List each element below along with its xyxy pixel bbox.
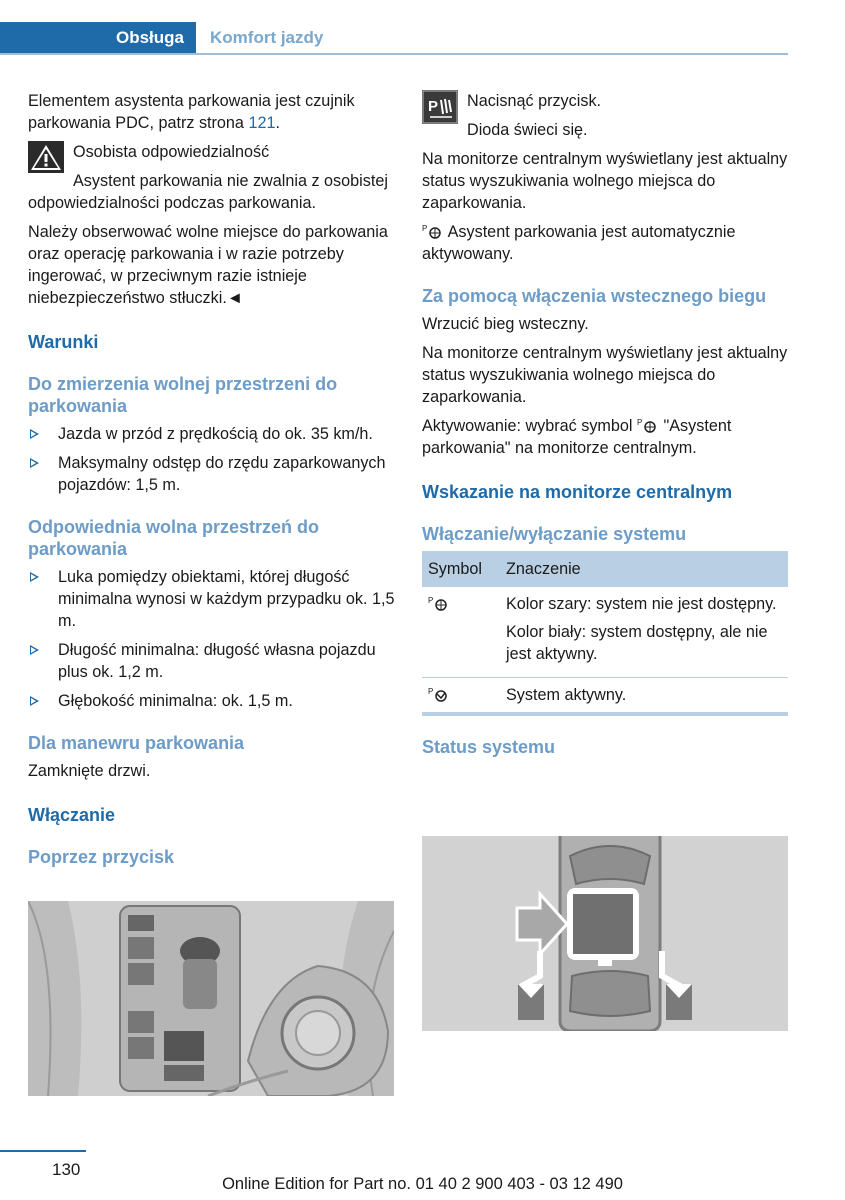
intro-paragraph (28, 90, 396, 134)
svg-text:P: P (422, 224, 428, 233)
edition-text: Online Edition for Part no. 01 40 2 900 403 - 03 12 490 (222, 1175, 623, 1193)
list-item (28, 452, 396, 496)
activate-prefix: Aktywowanie: wybrać symbol (422, 417, 638, 435)
auto-active-text: Asystent parkowania jest automatycznie aktywowany. (422, 223, 736, 263)
page-number: 130 (52, 1160, 81, 1179)
intro-text: Elementem asystenta parkowania jest czujnik parkowania PDC, patrz strona (28, 92, 355, 132)
maneuver-text: Zamknięte drzwi. (28, 762, 151, 780)
parking-assist-active-icon (428, 686, 450, 702)
list-item-text: Jazda w przód z prędkością do ok. 35 km/h. (58, 425, 373, 443)
warning-block (28, 141, 396, 214)
warning-note-text: Należy obserwować wolne miejsce do parkowania oraz operację parkowania i w razie potrzeby ingerować, w przeciwnym razie istnieje niebezpieczeństwo stłuczki. (28, 223, 388, 307)
list-item (28, 690, 396, 712)
activate-suffix: "Asystent parkowania" na monitorze centralnym. (422, 417, 732, 457)
col-symbol-header: Symbol (422, 551, 500, 587)
bullet-triangle-icon (30, 458, 39, 468)
list-item-text: Luka pomiędzy obiektami, której długość minimalna wynosi w każdym przypadku ok. 1,5 m. (58, 568, 395, 630)
auto-active-paragraph (422, 221, 790, 265)
parking-assist-button-icon (422, 90, 458, 124)
list-item-text: Maksymalny odstęp do rzędu zaparkowanych pojazdów: 1,5 m. (58, 454, 386, 494)
table-header-row (422, 551, 788, 587)
header-divider (0, 53, 788, 55)
parking-assist-inactive-icon (428, 595, 450, 611)
bullet-triangle-icon (30, 572, 39, 582)
heading-conditions: Warunki (28, 332, 99, 352)
intro-end: . (275, 114, 280, 132)
svg-text:P: P (428, 98, 439, 115)
warning-icon (28, 141, 64, 173)
meaning-white: Kolor biały: system dostępny, ale nie jest aktywny. (506, 623, 768, 663)
heading-activation: Włączanie (28, 805, 116, 825)
heading-measure: Do zmierzenia wolnej przestrzeni do parkowania (28, 374, 338, 416)
press-button-text: Nacisnąć przycisk. (467, 92, 602, 110)
chapter-title: Komfort jazdy (210, 28, 324, 47)
heading-display: Wskazanie na monitorze centralnym (422, 482, 733, 502)
heading-button: Poprzez przycisk (28, 847, 175, 867)
reverse-text: Wrzucić bieg wsteczny. (422, 315, 589, 333)
monitor-status-text-2: Na monitorze centralnym wyświetlany jest aktualny status wyszukiwania wolnego miejsca do zaparkowania. (422, 344, 788, 406)
heading-space: Odpowiednia wolna przestrzeń do parkowania (28, 517, 320, 559)
meaning-cell: System aktywny. (500, 678, 788, 715)
page-header (0, 0, 845, 56)
meaning-cell (500, 587, 788, 678)
heading-reverse: Za pomocą włączenia wstecznego biegu (422, 286, 767, 306)
right-column (422, 90, 790, 764)
symbol-cell (422, 587, 500, 678)
table-row (422, 587, 788, 678)
left-column (28, 90, 396, 874)
heading-onoff: Włączanie/wyłączanie systemu (422, 524, 687, 544)
footer-divider (0, 1150, 86, 1152)
table-row (422, 678, 788, 715)
bullet-triangle-icon (30, 429, 39, 439)
measure-list (28, 423, 396, 496)
heading-maneuver: Dla manewru parkowania (28, 733, 245, 753)
bullet-triangle-icon (30, 645, 39, 655)
warning-note (28, 221, 396, 309)
list-item (28, 639, 396, 683)
page-link[interactable]: 121 (248, 114, 276, 132)
parking-assist-icon (422, 223, 444, 239)
section-tab: Obsługa (0, 22, 196, 54)
warning-title: Osobista odpowiedzialność (73, 143, 270, 161)
button-instruction (422, 90, 790, 141)
end-mark: ◄ (226, 289, 243, 307)
status-illustration (422, 836, 788, 1031)
warning-body: Asystent parkowania nie zwalnia z osobistej odpowiedzialności podczas parkowania. (28, 172, 388, 212)
activate-paragraph (422, 415, 790, 459)
symbol-table (422, 551, 788, 716)
led-on-text: Dioda świeci się. (467, 121, 588, 139)
heading-status: Status systemu (422, 737, 556, 757)
bullet-triangle-icon (30, 696, 39, 706)
console-photo (28, 901, 394, 1096)
svg-text:P: P (428, 596, 434, 605)
list-item (28, 423, 396, 445)
monitor-status-text: Na monitorze centralnym wyświetlany jest aktualny status wyszukiwania wolnego miejsca do zaparkowania. (422, 150, 788, 212)
meaning-gray: Kolor szary: system nie jest dostępny. (506, 595, 777, 613)
parking-assist-icon (637, 417, 659, 433)
list-item (28, 566, 396, 632)
list-item-text: Głębokość minimalna: ok. 1,5 m. (58, 692, 293, 710)
col-meaning-header: Znaczenie (500, 551, 788, 587)
space-list (28, 566, 396, 712)
list-item-text: Długość minimalna: długość własna pojazdu plus ok. 1,2 m. (58, 641, 376, 681)
svg-text:P: P (428, 687, 434, 696)
svg-text:P: P (637, 418, 643, 427)
symbol-cell (422, 678, 500, 715)
